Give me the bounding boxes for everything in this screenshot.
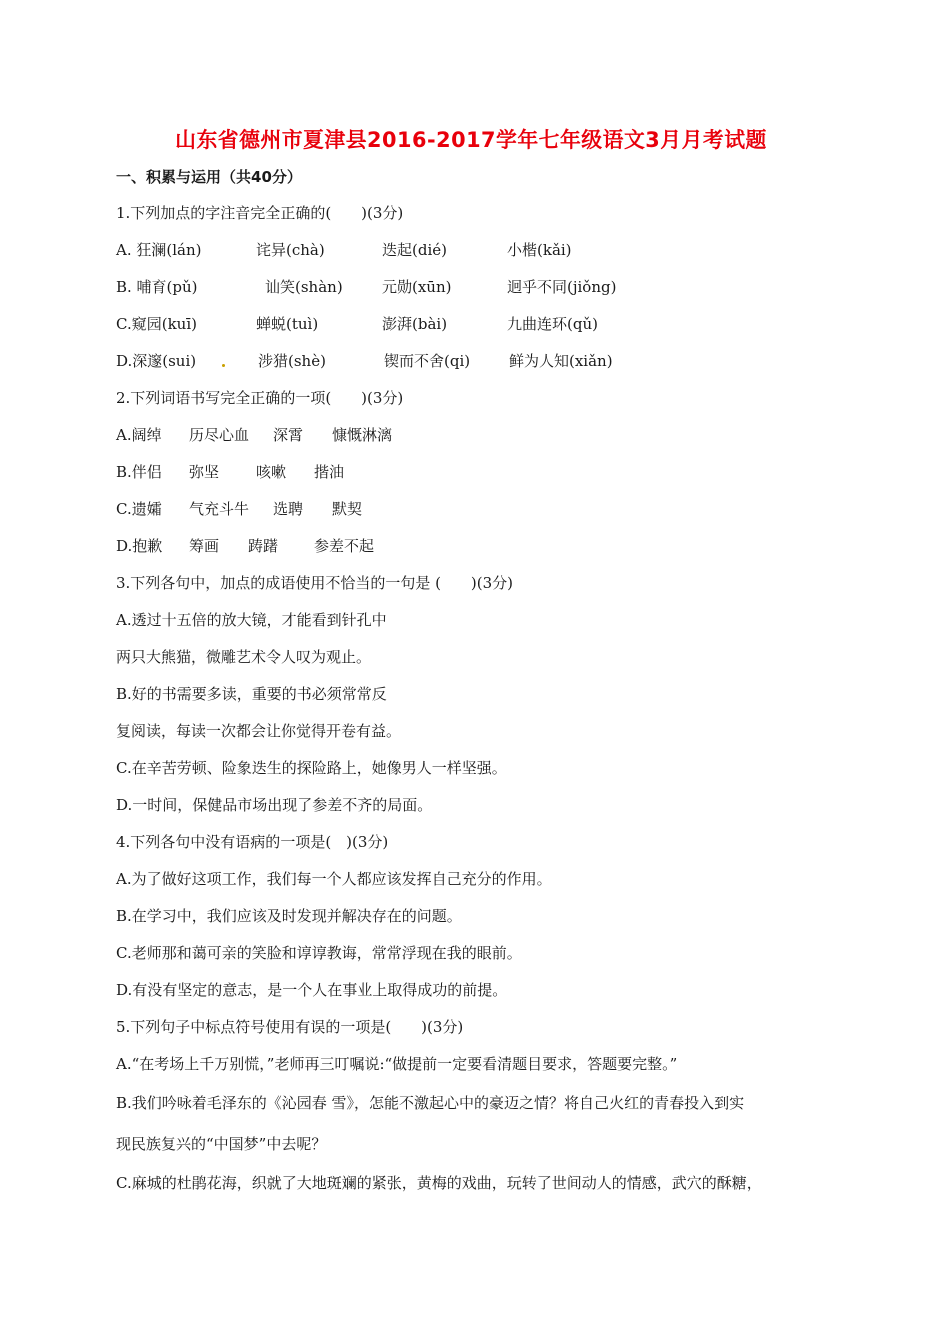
q3-line: 两只大熊猫，微雕艺术令人叹为观止。: [116, 648, 372, 666]
q3-stem: 3.下列各句中，加点的成语使用不恰当的一句是 ( )(3分): [116, 574, 514, 592]
q5-line: C.麻城的杜鹃花海，织就了大地斑斓的紧张，黄梅的戏曲，玩转了世间动人的情感，武穴的酥糖，: [116, 1174, 762, 1192]
q3-line: C.在辛苦劳顿、险象迭生的探险路上，她像男人一样坚强。: [116, 759, 507, 777]
q1-a-2: 诧异(chà): [256, 241, 325, 259]
q1-c-4: 九曲连环(qǔ): [507, 315, 598, 333]
q2-c-1: C.遗孀: [116, 500, 162, 518]
q4-line: C.老师那和蔼可亲的笑脸和谆谆教诲，常常浮现在我的眼前。: [116, 944, 522, 962]
q1-d-3: 锲而不舍(qi): [384, 352, 471, 370]
q3-line: B.好的书需要多读，重要的书必须常常反: [116, 685, 387, 703]
q2-d-2: 筹画: [189, 537, 220, 555]
q2-c-2: 气充斗牛: [189, 500, 250, 518]
q1-a-3: 迭起(dié): [382, 241, 447, 259]
q1-c-1: C.窥园(kuī): [116, 315, 197, 333]
q1-d-2: 涉猎(shè): [258, 352, 326, 370]
q1-c-3: 澎湃(bài): [382, 315, 448, 333]
q1-c-2: 蝉蜕(tuì): [256, 315, 319, 333]
q2-d-4: 参差不起: [314, 537, 375, 555]
q4-line: D.有没有坚定的意志，是一个人在事业上取得成功的前提。: [116, 981, 508, 999]
q5-line: B.我们吟咏着毛泽东的《沁园春 雪》，怎能不激起心中的豪迈之情？将自己火红的青春投入到实: [116, 1094, 745, 1112]
q2-a-4: 慷慨淋漓: [332, 426, 393, 444]
q2-a-2: 历尽心血: [189, 426, 250, 444]
q1-d-4: 鲜为人知(xiǎn): [509, 352, 613, 370]
q2-stem: 2.下列词语书写完全正确的一项( )(3分): [116, 389, 404, 407]
q1-b-3: 元勋(xūn): [382, 278, 452, 296]
q1-b-4: 迥乎不同(jiǒng): [507, 278, 617, 296]
q2-b-1: B.伴侣: [116, 463, 162, 481]
q1-b-2: 讪笑(shàn): [265, 278, 343, 296]
q3-line: A.透过十五倍的放大镜，才能看到针孔中: [116, 611, 387, 629]
q5-line: 现民族复兴的“中国梦”中去呢？: [116, 1135, 327, 1153]
q2-b-3: 咳嗽: [256, 463, 287, 481]
emphasis-dot: [222, 364, 225, 367]
q2-c-4: 默契: [332, 500, 363, 518]
q2-d-3: 踌躇: [248, 537, 279, 555]
q4-stem: 4.下列各句中没有语病的一项是( )(3分): [116, 833, 389, 851]
q2-d-1: D.抱歉: [116, 537, 163, 555]
q2-a-3: 深霄: [273, 426, 304, 444]
exam-title: 山东省德州市夏津县2016-2017学年七年级语文3月月考试题: [175, 128, 767, 152]
q2-b-2: 弥坚: [189, 463, 220, 481]
q4-line: B.在学习中，我们应该及时发现并解决存在的问题。: [116, 907, 462, 925]
q1-stem: 1.下列加点的字注音完全正确的( )(3分): [116, 204, 404, 222]
q1-a-1: A. 狂澜(lán): [116, 241, 202, 259]
q5-line: A.“在考场上千万别慌，”老师再三叮嘱说:“做提前一定要看清题目要求，答题要完整。”: [116, 1055, 678, 1073]
section-heading: 一、积累与运用（共40分）: [116, 168, 302, 186]
q2-c-3: 选聘: [273, 500, 304, 518]
q1-a-4: 小楷(kǎi): [507, 241, 572, 259]
q4-line: A.为了做好这项工作，我们每一个人都应该发挥自己充分的作用。: [116, 870, 552, 888]
q2-b-4: 揩油: [314, 463, 345, 481]
q5-stem: 5.下列句子中标点符号使用有误的一项是( )(3分): [116, 1018, 464, 1036]
q1-b-1: B. 哺育(pǔ): [116, 278, 198, 296]
q1-d-1: D.深邃(sui): [116, 352, 197, 370]
q2-a-1: A.阔绰: [116, 426, 162, 444]
q3-line: D.一时间，保健品市场出现了参差不齐的局面。: [116, 796, 433, 814]
q3-line: 复阅读，每读一次都会让你觉得开卷有益。: [116, 722, 402, 740]
